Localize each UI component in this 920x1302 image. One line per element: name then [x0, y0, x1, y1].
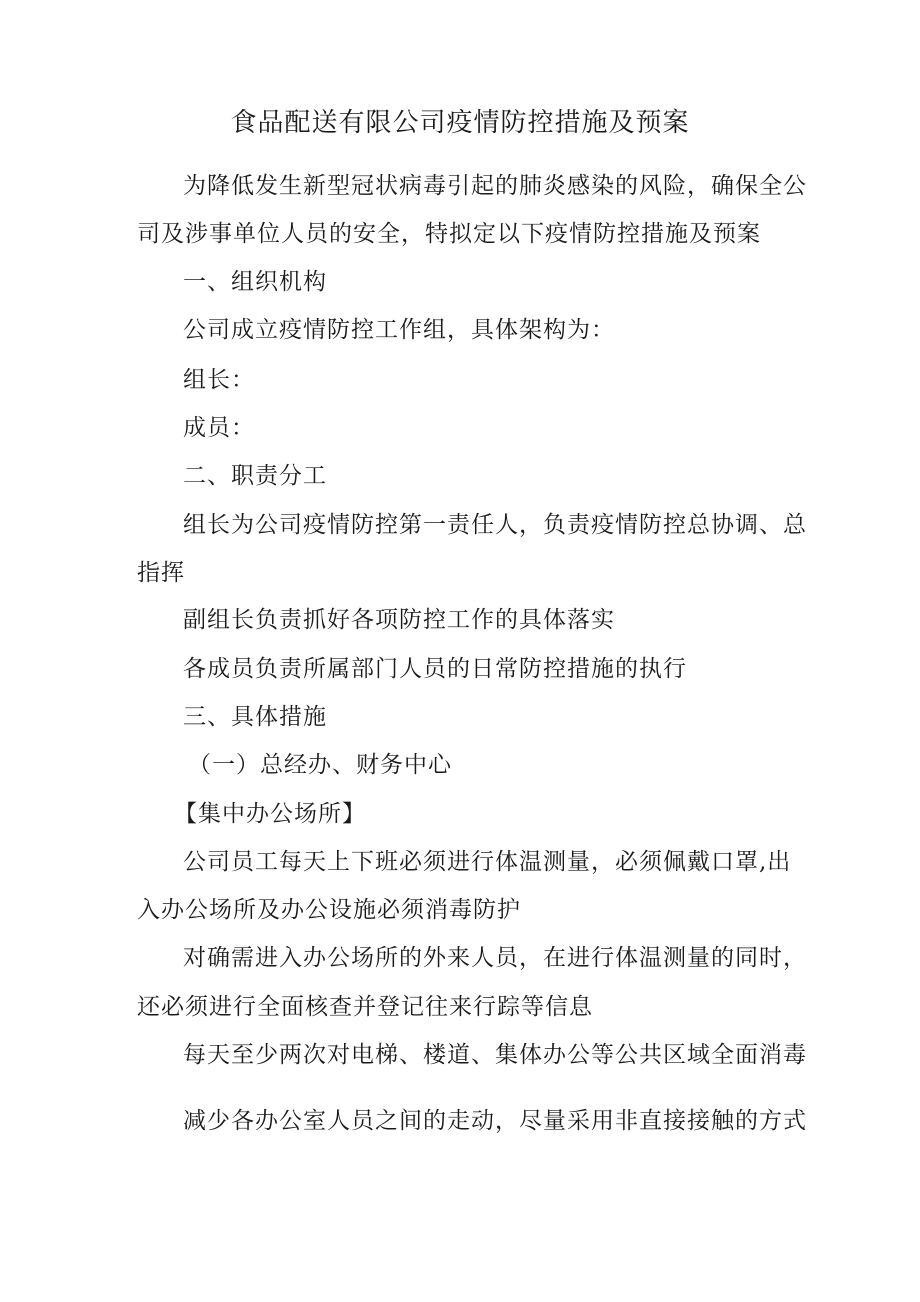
paragraph-line: 每天至少两次对电梯、楼道、集体办公等公共区域全面消毒	[183, 1042, 807, 1068]
paragraph-line: 成员：	[183, 415, 255, 441]
paragraph-line: 还必须进行全面核查并登记往来行踪等信息	[137, 994, 593, 1020]
paragraph-line: 司及涉事单位人员的安全，特拟定以下疫情防控措施及预案	[137, 221, 761, 247]
paragraph-line: 公司员工每天上下班必须进行体温测量，必须佩戴口罩,出	[183, 849, 792, 875]
subsection-heading: （一）总经办、财务中心	[188, 752, 452, 778]
subsection-heading: 【集中办公场所】	[174, 801, 366, 827]
section-heading: 三、具体措施	[183, 704, 327, 730]
paragraph-line: 副组长负责抓好各项防控工作的具体落实	[183, 607, 615, 633]
paragraph-line: 对确需进入办公场所的外来人员，在进行体温测量的同时，	[183, 945, 807, 971]
paragraph-line: 组长：	[183, 367, 255, 393]
paragraph-line: 公司成立疫情防控工作组，具体架构为：	[183, 317, 615, 343]
paragraph-line: 各成员负责所属部门人员的日常防控措施的执行	[183, 656, 687, 682]
paragraph-line: 为降低发生新型冠状病毒引起的肺炎感染的风险，确保全公	[183, 173, 807, 199]
paragraph-line: 减少各办公室人员之间的走动，尽量采用非直接接触的方式	[183, 1108, 807, 1134]
document-title: 食品配送有限公司疫情防控措施及预案	[230, 108, 690, 138]
paragraph-line: 入办公场所及办公设施必须消毒防护	[137, 897, 521, 923]
paragraph-line: 组长为公司疫情防控第一责任人，负责疫情防控总协调、总	[183, 512, 807, 538]
paragraph-line: 指挥	[137, 560, 185, 586]
section-heading: 一、组织机构	[183, 269, 327, 295]
section-heading: 二、职责分工	[183, 463, 327, 489]
